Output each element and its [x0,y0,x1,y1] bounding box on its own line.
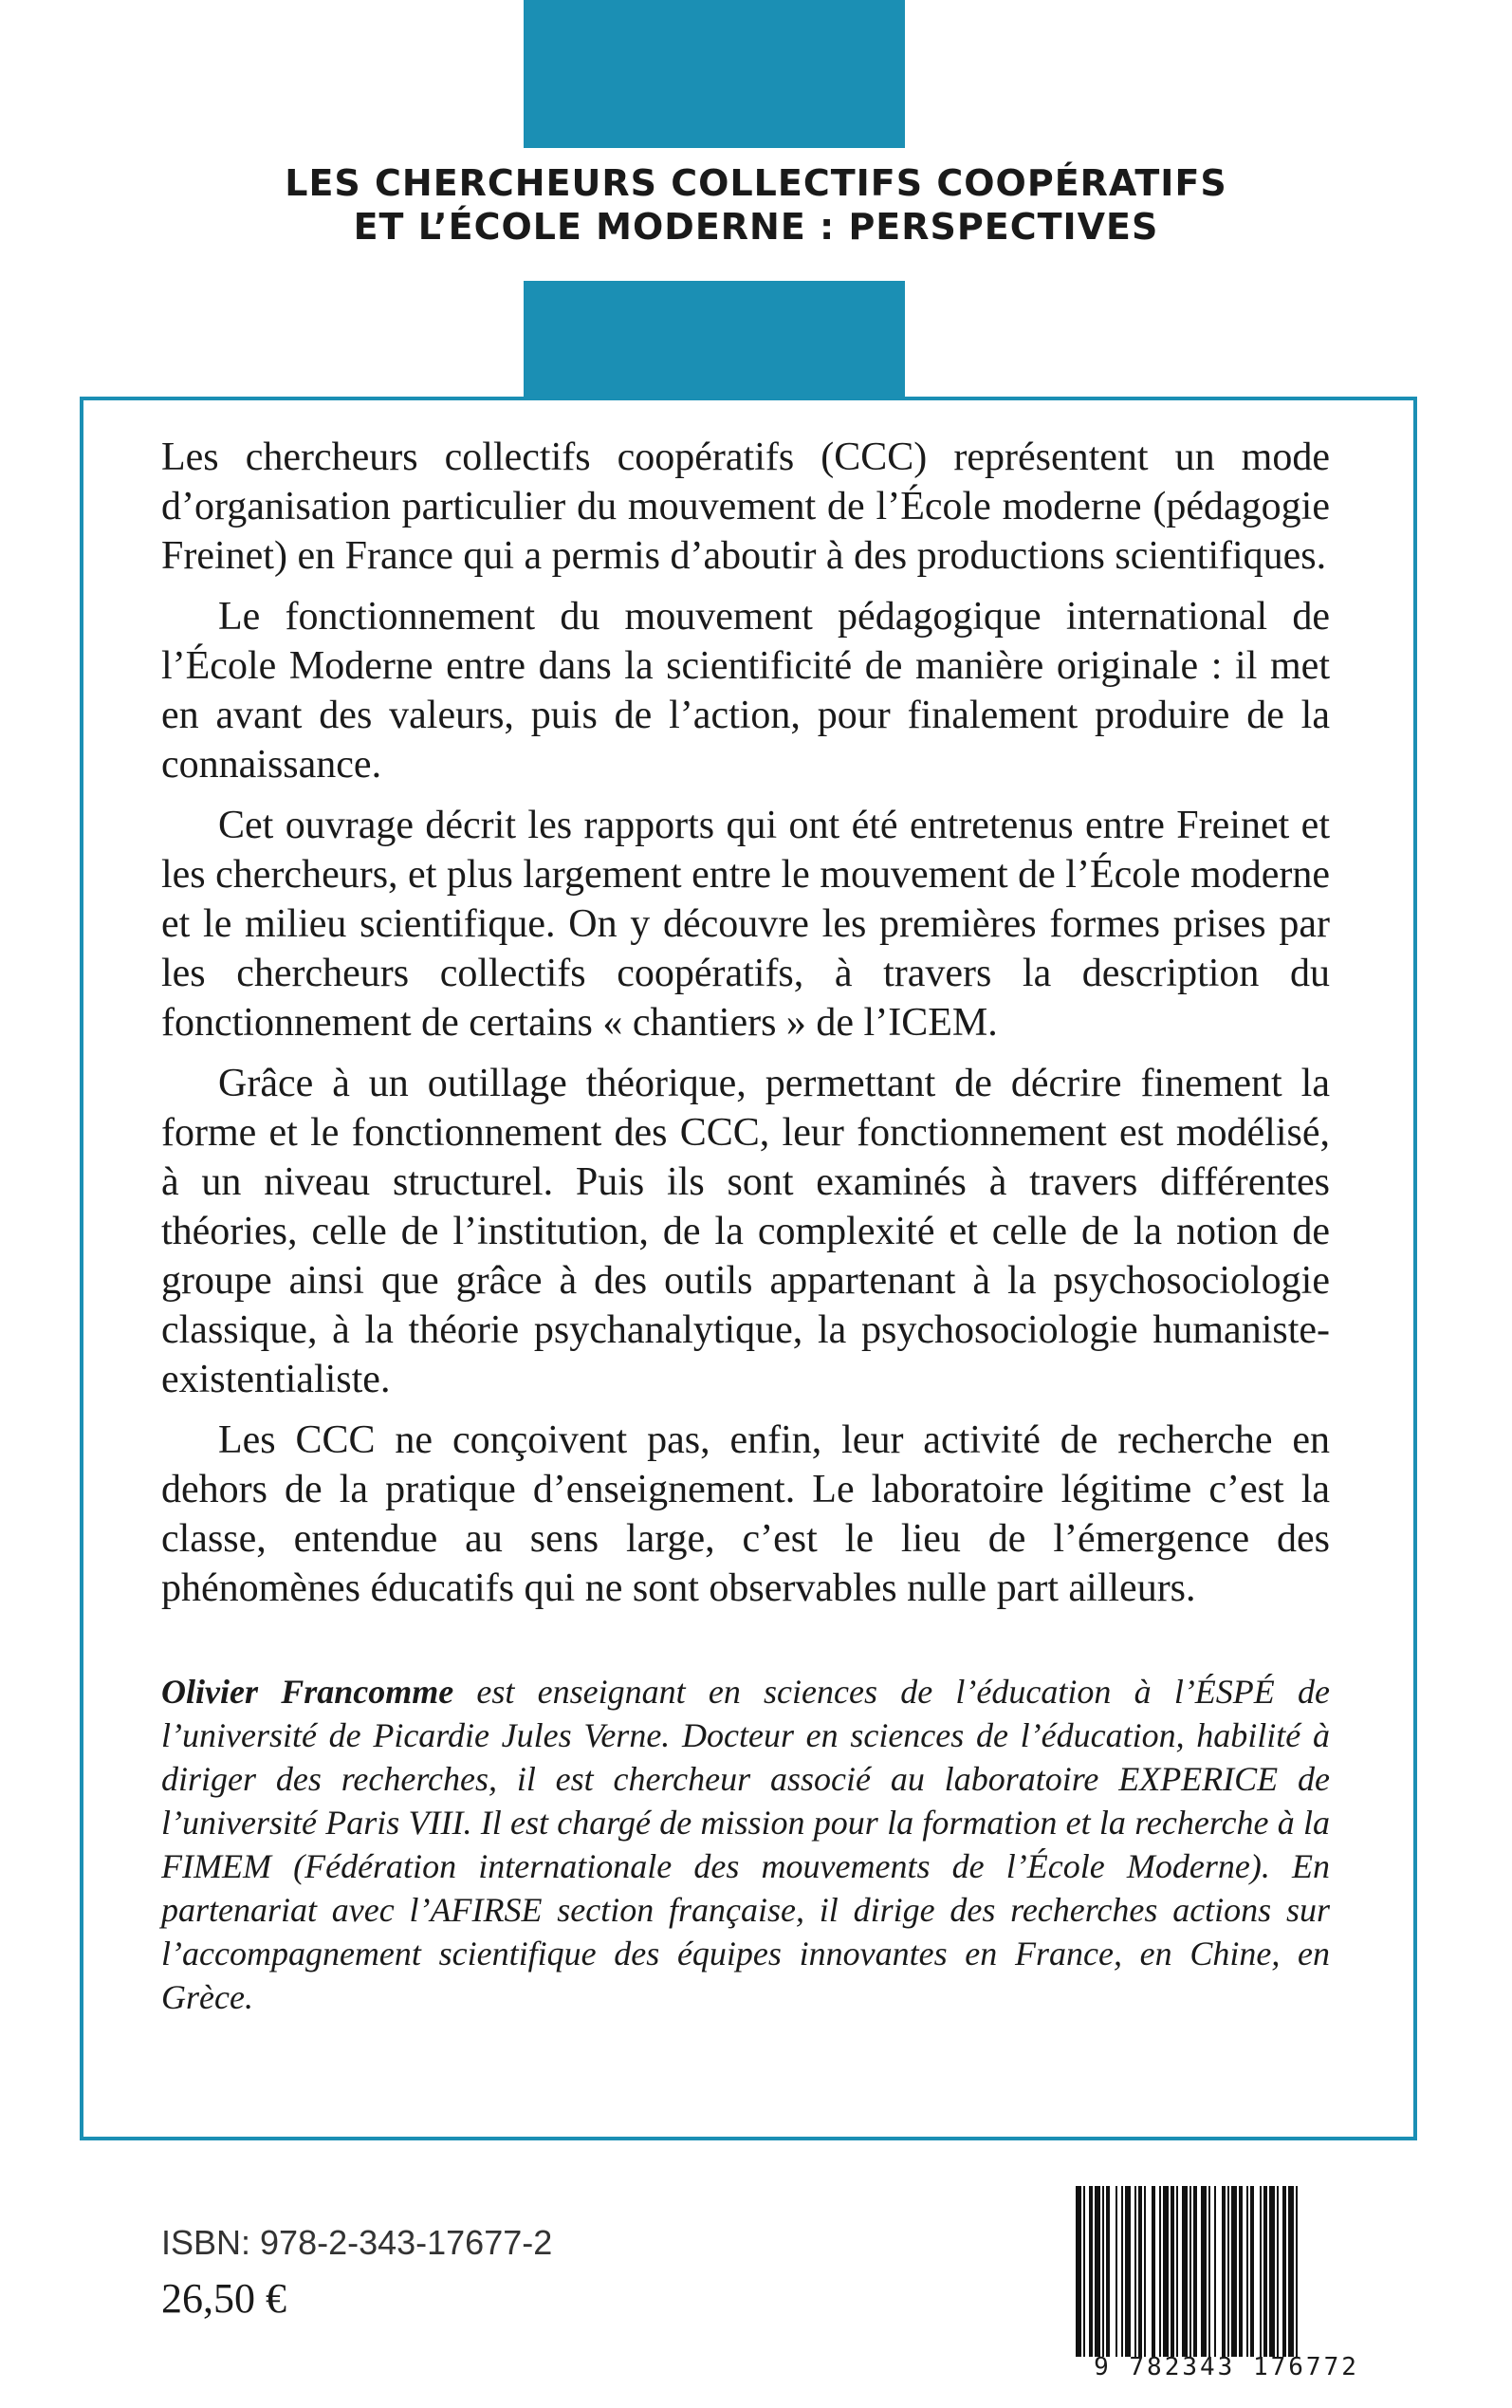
barcode-digits: 9 782343 176772 [1094,2353,1359,2381]
barcode-bar [1282,2186,1286,2357]
book-title-line-2: ET L’ÉCOLE MODERNE : PERSPECTIVES [353,206,1159,248]
barcode-bar [1246,2186,1248,2357]
summary-paragraph: Grâce à un outillage théorique, permettant de décrire finement la forme et le fonctionnement des CCC, leur fonctionnement est modélisé, à un niveau structurel. Puis ils sont examinés à travers différentes théories, celle de l’institution, de la complexité et celle de la notion de groupe ainsi que grâce à des outils appartenant à la psychosociologie classique, à la théorie psychanalytique, la psychosociologie humaniste-existentialiste. [161,1062,1330,1401]
middle-accent-bar [524,281,905,397]
summary-paragraph: Cet ouvrage décrit les rapports qui ont été entretenus entre Freinet et les chercheurs, et plus largement entre le mouvement de l’École moderne et le milieu scientifique. On y découvre les premières formes prises par les chercheurs collectifs coopératifs, à travers la description du fonctionnement de certains « chantiers » de l’ICEM. [161,804,1330,1045]
barcode-bar [1083,2186,1085,2357]
barcode-bar [1121,2186,1123,2357]
top-accent-bar [524,0,905,148]
barcode-bar [1163,2186,1169,2357]
barcode-bar [1076,2186,1081,2357]
barcode-bar [1152,2186,1155,2357]
barcode-bar [1277,2186,1279,2357]
barcode-bar [1176,2186,1178,2357]
barcode-bars [1070,2186,1398,2357]
isbn-label: ISBN: 978-2-343-17677-2 [161,2223,553,2262]
summary-paragraph: Le fonctionnement du mouvement pédagogique international de l’École Moderne entre dans la scientificité de manière originale : il met en avant des valeurs, puis de l’action, pour finalement produire de la connaissance. [161,595,1330,787]
barcode-bar [1134,2186,1136,2357]
price-label: 26,50 € [161,2275,286,2322]
barcode-bar [1208,2186,1210,2357]
book-summary [161,433,1330,1624]
barcode-bar [1095,2186,1100,2357]
barcode-bar [1269,2186,1275,2357]
summary-paragraph: Les CCC ne conçoivent pas, enfin, leur activité de recherche en dehors de la pratique d’enseignement. Le laboratoire légitime c’est la classe, entendue au sens large, c’est le lieu de l’émergence des phénomènes éducatifs qui ne sont observables nulle part ailleurs. [161,1418,1330,1610]
barcode-bar [1250,2186,1254,2357]
barcode-bar [1227,2186,1229,2357]
barcode-bar [1214,2186,1216,2357]
barcode-bar [1231,2186,1237,2357]
barcode-bar [1106,2186,1110,2357]
book-title-line-1: LES CHERCHEURS COLLECTIFS COOPÉRATIFS [285,162,1227,204]
barcode-bar [1138,2186,1142,2357]
barcode-bar [1201,2186,1207,2357]
barcode-bar [1089,2186,1093,2357]
barcode-bar [1189,2186,1191,2357]
author-bio-text: est enseignant en sciences de l’éducation à l’ÉSPÉ de l’université de Picardie Jules Verne. Docteur en sciences de l’éducation, habilité à diriger des recherches, il est chercheur associé au laboratoire EXPERICE de l’université Paris VIII. Il est chargé de mission pour la formation et la recherche à la FIMEM (Fédération internationale des mouvements de l’École Moderne). En partenariat avec l’AFIRSE section française, il dirige des recherches actions sur l’accompagnement scientifique des équipes innovantes en France, en Chine, en Grèce. [161,1673,1330,2016]
barcode-bar [1125,2186,1131,2357]
barcode-bar [1171,2186,1174,2357]
barcode-bar [1263,2186,1267,2357]
barcode-bar [1260,2186,1262,2357]
barcode-bar [1222,2186,1226,2357]
barcode-bar [1144,2186,1146,2357]
barcode-bar [1182,2186,1188,2357]
barcode-bar [1288,2186,1294,2357]
summary-paragraph: Les chercheurs collectifs coopératifs (CCC) représentent un mode d’organisation particulier du mouvement de l’École moderne (pédagogie Freinet) en France qui a permis d’aboutir à des productions scientifiques. [161,435,1330,578]
barcode-bar [1296,2186,1298,2357]
author-bio [161,1670,1330,2019]
barcode-bar [1116,2186,1117,2357]
barcode-bar [1193,2186,1197,2357]
barcode-bar [1102,2186,1104,2357]
barcode-bar [1159,2186,1161,2357]
author-name: Olivier Francomme [161,1673,454,1711]
book-title [0,161,1512,249]
barcode-bar [1239,2186,1243,2357]
